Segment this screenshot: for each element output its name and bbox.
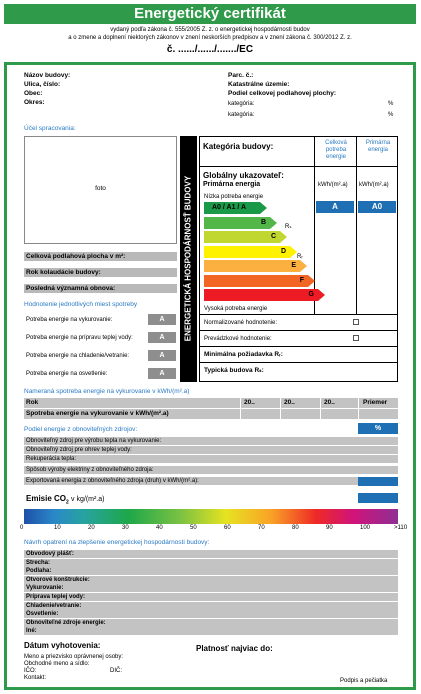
law-line-1: vydaný podľa zákona č. 555/2005 Z. z. o energetickej hospodárnosti budov [110, 27, 310, 33]
renewable-percent: % [358, 423, 398, 434]
total-need-class: A [316, 201, 354, 213]
category-label-1: kategória: [228, 101, 255, 107]
emission-tick: 90 [326, 525, 333, 531]
energy-class-5: F [204, 275, 308, 287]
proposal-row: Podlaha: [24, 567, 398, 576]
proposal-row: Osvetlenie: [24, 610, 398, 619]
energy-class-2: C [204, 231, 280, 243]
dic-label: DIČ: [110, 668, 122, 674]
energy-class-6: G [204, 289, 318, 301]
heating-need-label: Potreba energie na vykurovanie: [26, 317, 113, 323]
typical-building-label: Typická budova Rₛ: [204, 367, 264, 374]
lighting-need-label: Potreba energie na osvetlenie: [26, 371, 108, 377]
district-label: Okres: [24, 99, 45, 106]
unit-1: kWh/(m².a) [318, 182, 348, 188]
vertical-banner [180, 136, 197, 382]
energy-class-0: A0 / A1 / A [204, 202, 260, 214]
proposal-row: Strecha: [24, 559, 398, 568]
emission-scale [24, 509, 398, 524]
heat-recovery-row: Rekuperácia tepla: [24, 455, 398, 464]
primary-energy-class: A0 [358, 201, 396, 213]
vertical-banner-text: ENERGETICKÁ HOSPODÁRNOSŤ BUDOVY [183, 175, 193, 342]
purpose-label: Účel spracovania: [24, 125, 76, 132]
year-label: Rok [26, 399, 39, 406]
exported-energy-value [358, 477, 398, 486]
heating-grade: A [148, 314, 176, 325]
approval-year-field: Rok kolaudácie budovy: [24, 268, 177, 277]
proposal-row: Iné: [24, 627, 398, 636]
renewable-heating-row: Obnoviteľný zdroj pre výrobu tepla na vykurovanie: [24, 437, 398, 446]
measured-year-row [24, 398, 398, 408]
year-2: 20.. [284, 399, 295, 406]
building-name-label: Názov budovy: [24, 72, 71, 79]
proposal-row: Obvodový plášť: [24, 550, 398, 559]
proposal-row: Príprava teplej vody: [24, 593, 398, 602]
emission-value [358, 493, 398, 503]
emission-tick: 20 [88, 525, 95, 531]
operational-rating-label: Prevádzkové hodnotenie: [204, 336, 272, 342]
photo-label: foto [95, 185, 106, 192]
floor-area-field: Celková podlahová plocha v m²: [24, 252, 177, 261]
rr-marker: Rᵣ [297, 254, 303, 260]
proposal-title: Návrh opatrení na zlepšenie energetickej hospodárnosti budovy: [24, 539, 210, 546]
validity-label: Platnosť najviac do: [196, 644, 273, 653]
min-requirement-label: Minimálna požiadavka Rᵣ: [204, 351, 283, 358]
emission-tick: 30 [122, 525, 129, 531]
category-label-2: kategória: [228, 112, 255, 118]
contact-label: Kontakt: [24, 675, 47, 681]
primary-energy-label: Primárna energia [203, 181, 261, 188]
rs-marker: Rₛ [285, 224, 292, 230]
proposal-row: Vykurovanie: [24, 584, 398, 593]
emission-tick: 10 [54, 525, 61, 531]
renewable-water-row: Obnoviteľný zdroj pre ohrev teplej vody: [24, 446, 398, 455]
hot-water-need-label: Potreba energie na prípravu teplej vody: [26, 335, 133, 341]
last-renovation-field: Posledná významná obnova: [24, 284, 177, 293]
emission-label: Emisie $CO_2$ v kg/(m².a) [26, 494, 105, 506]
low-need-label: Nízka potreba energie [204, 194, 264, 200]
year-3: 20.. [324, 399, 335, 406]
high-need-label: Vysoká potreba energie [204, 306, 268, 312]
ico-label: IČO: [24, 668, 37, 674]
page-title: Energetický certifikát [4, 4, 416, 24]
average-label: Priemer [363, 399, 388, 406]
photo-box [24, 136, 177, 244]
floor-share-label: Podiel celkovej podlahovej plochy: [228, 90, 336, 97]
emission-tick: 40 [156, 525, 163, 531]
cadastral-label: Katastrálne územie: [228, 81, 290, 88]
proposal-row: Otvorové konštrukcie: [24, 576, 398, 585]
operational-checkbox[interactable] [353, 335, 359, 341]
parcel-label: Parc. č.: [228, 72, 254, 79]
renewable-title: Podiel energie z obnoviteľných zdrojov: [24, 426, 138, 433]
pct-1: % [388, 101, 394, 107]
lighting-grade: A [148, 368, 176, 379]
cooling-need-label: Potreba energie na chladenie/vetranie: [26, 353, 130, 359]
energy-class-4: E [204, 260, 300, 272]
hot-water-grade: A [148, 332, 176, 343]
measured-title: Nameraná spotreba energie na vykurovanie v kWh/(m².a) [24, 388, 190, 395]
emission-tick: 0 [20, 525, 24, 531]
company-label: Obchodné meno a sídlo: [24, 661, 90, 667]
certificate-number: č. ....../....../......./EC [166, 44, 254, 55]
emission-tick: 50 [190, 525, 197, 531]
year-1: 20.. [244, 399, 255, 406]
emission-tick: 60 [224, 525, 231, 531]
normalized-checkbox[interactable] [353, 319, 359, 325]
normalized-rating-label: Normalizované hodnotenie: [204, 320, 278, 326]
emission-tick: 100 [360, 525, 371, 531]
unit-2: kWh/(m².a) [359, 182, 389, 188]
pct-2: % [388, 112, 394, 118]
proposal-row: Obnoviteľné zdroje energie: [24, 619, 398, 628]
emission-tick: >110 [394, 525, 408, 531]
emission-tick: 70 [258, 525, 265, 531]
authorized-person-label: Meno a priezvisko oprávnenej osoby: [24, 654, 124, 660]
renewable-electricity-row: Spôsob výroby elektriny z obnoviteľného zdroja: [24, 466, 398, 475]
cooling-grade: A [148, 350, 176, 361]
proposal-row: Chladenie/vetranie: [24, 602, 398, 611]
evaluation-title: Hodnotenie jednotlivých miest spotreby [24, 301, 138, 308]
emission-tick: 80 [292, 525, 299, 531]
signature-label: Podpis a pečiatka [340, 678, 388, 684]
law-line-2: a o zmene a doplnení niektorých zákonov v znení neskorších predpisov a v znení zákona č. 300/2012 Z. z. [68, 35, 352, 41]
primary-energy-heading: Primárna energia [365, 140, 391, 153]
category-heading: Kategória budovy: [203, 142, 274, 151]
energy-class-3: D [204, 246, 290, 258]
global-indicator-label: Globálny ukazovateľ: [203, 171, 284, 180]
exported-energy-row: Exportovaná energia z obnoviteľného zdroja (druh) v kWh/(m².a): [24, 477, 398, 486]
street-label: Ulica, číslo: [24, 81, 61, 88]
date-label: Dátum vyhotovenia: [24, 641, 101, 650]
municipality-label: Obec: [24, 90, 43, 97]
total-need-heading: Celková potreba energie [325, 140, 347, 160]
energy-class-1: B [204, 217, 270, 229]
heating-consumption-label: Spotreba energie na vykurovanie v kWh/(m².a) [26, 410, 169, 417]
